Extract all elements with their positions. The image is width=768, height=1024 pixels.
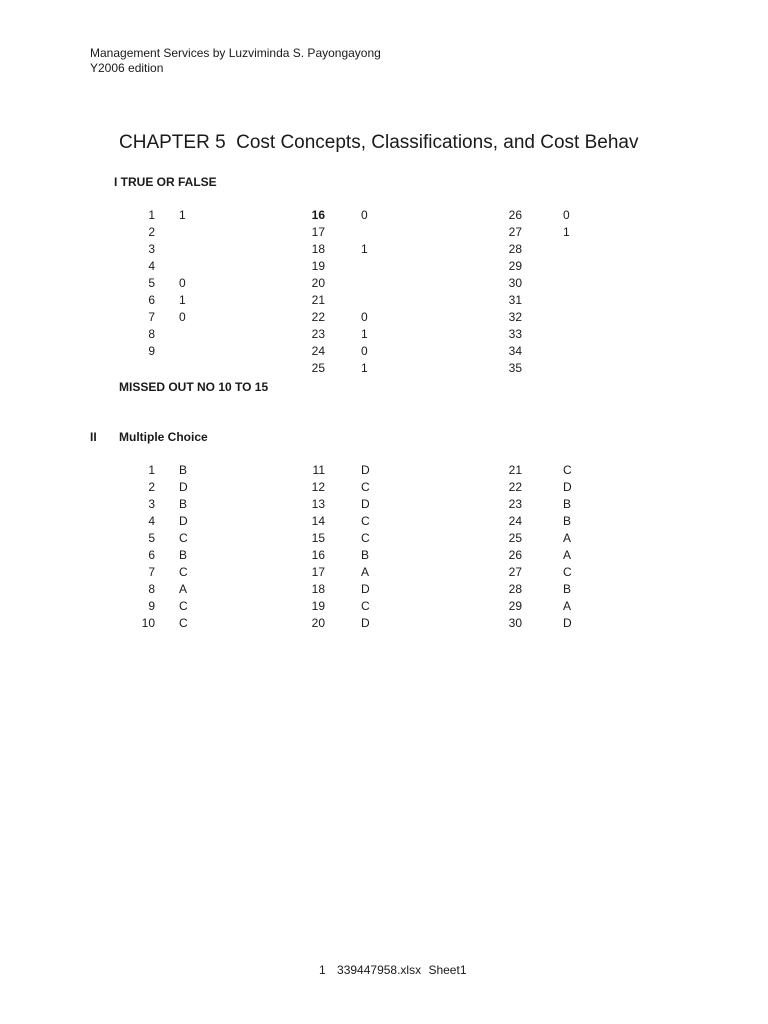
answer-value: D [361,582,370,596]
question-number: 8 [148,327,155,341]
footer [319,963,467,978]
question-number: 21 [311,293,325,307]
question-number: 5 [148,531,155,545]
question-number: 34 [508,344,522,358]
answer-value: D [563,480,572,494]
question-number: 24 [311,344,325,358]
question-number: 31 [508,293,522,307]
answer-value: B [563,514,572,528]
question-number: 9 [148,599,155,613]
answer-value: 0 [361,310,368,324]
question-number: 7 [148,310,155,324]
question-number: 16 [311,548,325,562]
question-number: 3 [148,242,155,256]
footer-file: 339447958.xlsx [337,963,422,977]
question-number: 35 [508,361,522,375]
question-number: 27 [508,225,522,239]
question-number: 19 [311,599,325,613]
answer-value: C [179,531,188,545]
answer-value: A [563,599,572,613]
question-number: 22 [311,310,325,324]
section-true-false-heading: I TRUE OR FALSE [114,175,217,189]
question-number: 15 [311,531,325,545]
question-number: 11 [312,463,325,477]
question-number: 18 [311,582,325,596]
answer-value: 1 [361,242,368,256]
answer-value: B [563,582,572,596]
missed-note: MISSED OUT NO 10 TO 15 [119,380,269,394]
answer-value: A [563,548,572,562]
chapter-label: CHAPTER 5 [119,132,226,153]
question-number: 28 [508,242,522,256]
answer-value: C [361,514,370,528]
question-number: 3 [148,497,155,511]
answer-value: D [361,497,370,511]
question-number: 20 [311,616,325,630]
question-number: 24 [508,514,522,528]
answer-value: 0 [563,208,570,222]
question-number: 4 [148,514,155,528]
question-number: 28 [508,582,522,596]
footer-sheet: Sheet1 [428,963,467,977]
question-number: 1 [148,208,155,222]
question-number: 23 [508,497,522,511]
question-number: 5 [148,276,155,290]
question-number: 25 [508,531,522,545]
question-number: 21 [508,463,522,477]
question-number: 12 [311,480,325,494]
question-number: 17 [311,565,325,579]
answer-value: C [179,616,188,630]
answer-value: B [563,497,572,511]
answer-value: 1 [179,208,186,222]
question-number: 17 [311,225,325,239]
question-number: 2 [148,225,155,239]
question-number: 14 [311,514,325,528]
answer-value: C [361,480,370,494]
question-number: 18 [311,242,325,256]
answer-value: D [361,616,370,630]
answer-value: C [563,463,572,477]
answer-value: A [179,582,188,596]
answer-value: 0 [179,276,186,290]
question-number: 20 [311,276,325,290]
answer-value: A [563,531,572,545]
question-number: 30 [508,276,522,290]
answer-value: D [563,616,572,630]
answer-value: D [179,480,188,494]
footer-page: 1 [319,963,326,977]
answer-value: C [361,599,370,613]
question-number: 2 [148,480,155,494]
answer-value: C [179,599,188,613]
answer-value: 0 [361,344,368,358]
chapter-name: Cost Concepts, Classifications, and Cost Behav [236,132,639,153]
section-multiple-choice-heading: Multiple Choice [119,430,208,444]
answer-value: B [179,497,188,511]
answer-value: B [179,548,188,562]
section-roman-numeral: II [90,430,97,444]
answer-value: D [361,463,370,477]
question-number: 19 [311,259,325,273]
question-number: 27 [508,565,522,579]
answer-value: 1 [361,361,368,375]
question-number: 6 [148,548,155,562]
header-edition: Y2006 edition [90,61,164,75]
question-number: 33 [508,327,522,341]
answer-value: 1 [179,293,186,307]
answer-value: C [361,531,370,545]
question-number: 23 [311,327,325,341]
question-number: 10 [141,616,155,630]
answer-value: B [361,548,370,562]
question-number: 1 [148,463,155,477]
question-number: 26 [508,548,522,562]
question-number: 29 [508,259,522,273]
question-number: 29 [508,599,522,613]
question-number: 30 [508,616,522,630]
answer-value: 1 [361,327,368,341]
chapter-title [119,131,659,157]
question-number: 6 [148,293,155,307]
question-number: 8 [148,582,155,596]
header-author: Management Services by Luzviminda S. Payongayong [90,46,381,60]
answer-value: A [361,565,370,579]
question-number: 7 [148,565,155,579]
question-number: 22 [508,480,522,494]
question-number: 32 [508,310,522,324]
question-number: 9 [148,344,155,358]
answer-value: C [563,565,572,579]
answer-value: 0 [361,208,368,222]
answer-value: B [179,463,188,477]
question-number: 16 [311,208,325,222]
question-number: 4 [148,259,155,273]
question-number: 13 [311,497,325,511]
question-number: 25 [311,361,325,375]
answer-value: 1 [563,225,570,239]
answer-value: 0 [179,310,186,324]
question-number: 26 [508,208,522,222]
answer-value: C [179,565,188,579]
answer-value: D [179,514,188,528]
